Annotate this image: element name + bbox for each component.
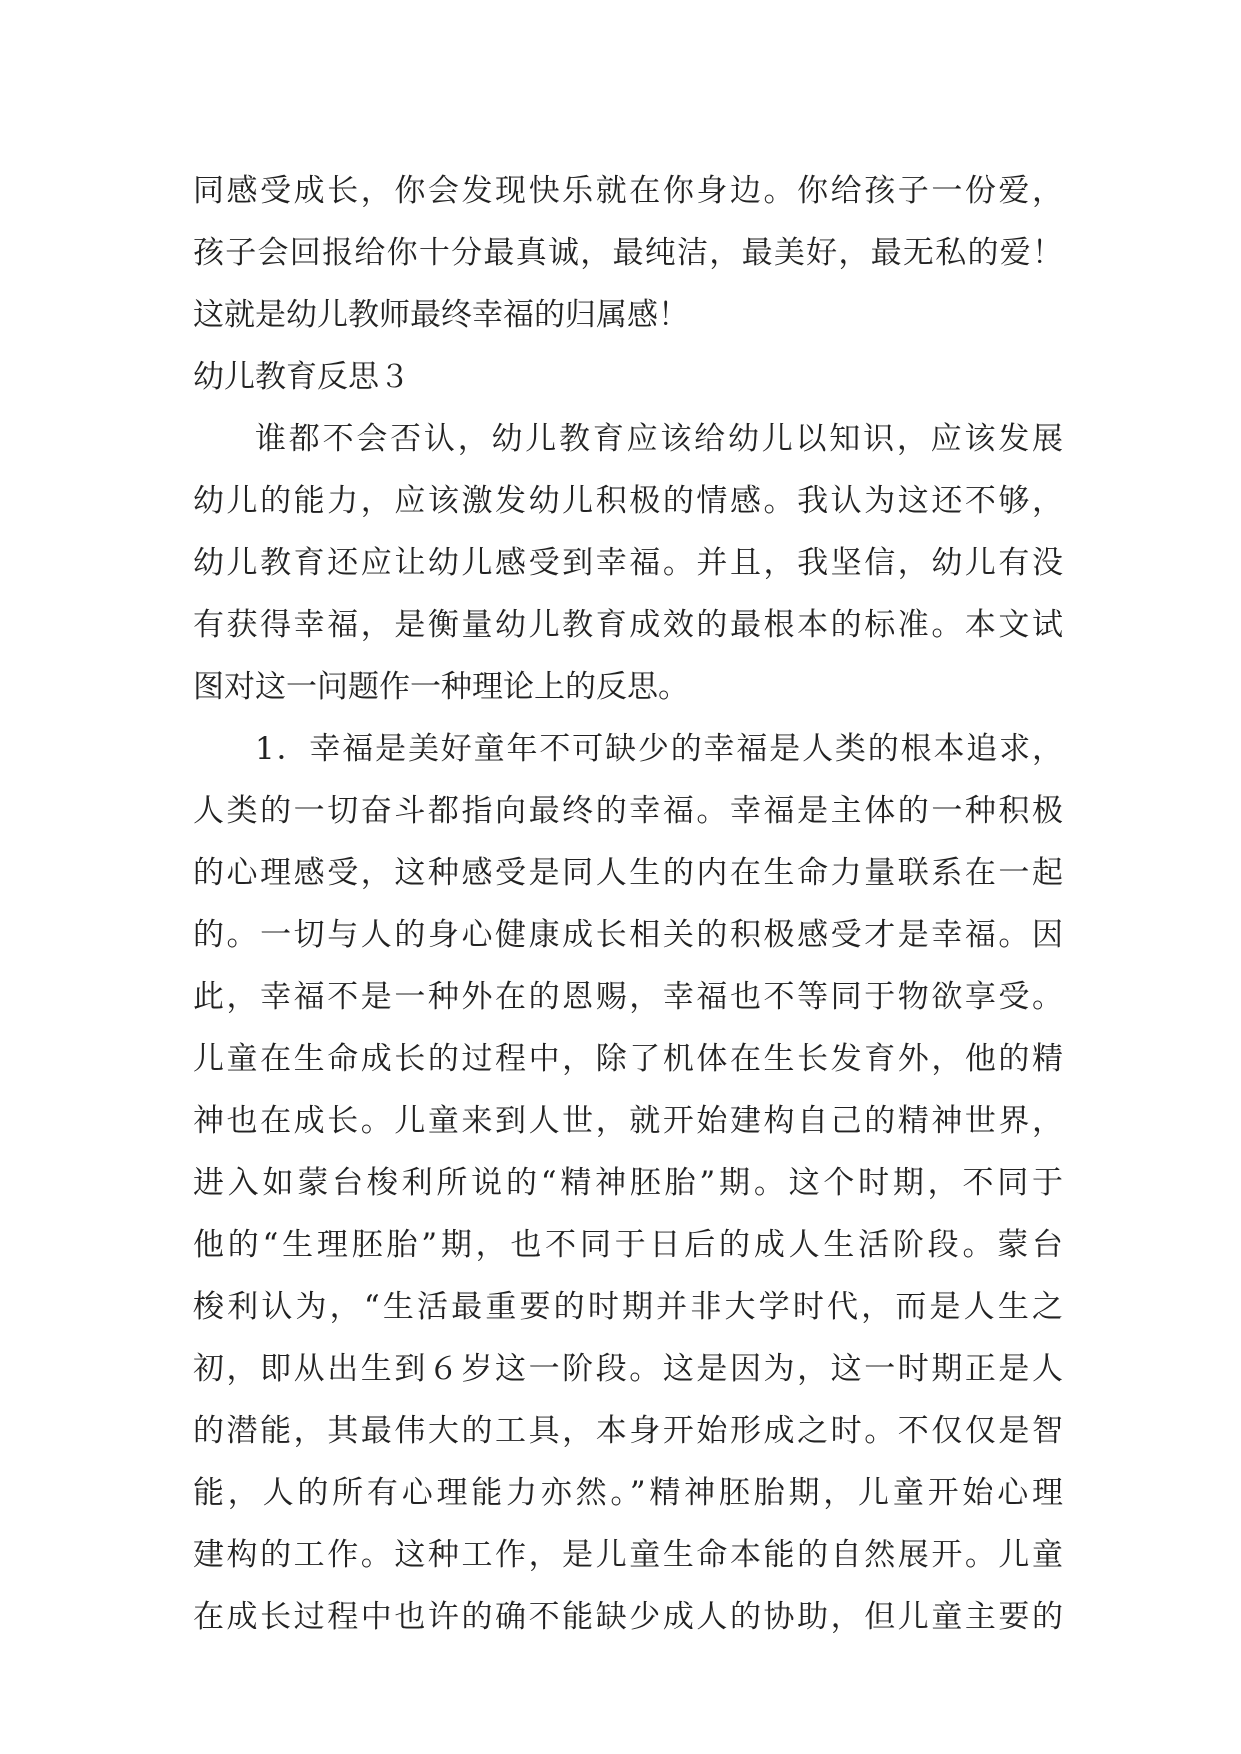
text-line: 1．幸福是美好童年不可缺少的幸福是人类的根本追求， bbox=[255, 731, 1063, 767]
paragraph-happiness bbox=[193, 718, 1063, 1648]
text-line: 有获得幸福，是衡量幼儿教育成效的最根本的标准。本文试 bbox=[193, 607, 1063, 643]
text-line: 的潜能，其最伟大的工具，本身开始形成之时。不仅仅是智 bbox=[193, 1413, 1063, 1449]
text-line: 此，幸福不是一种外在的恩赐，幸福也不等同于物欲享受。 bbox=[193, 979, 1063, 1015]
document-body bbox=[193, 160, 1063, 1648]
text-line: 梭利认为，“生活最重要的时期并非大学时代，而是人生之 bbox=[193, 1289, 1063, 1325]
text-line: 他的“生理胚胎”期，也不同于日后的成人生活阶段。蒙台 bbox=[193, 1227, 1063, 1263]
text-line: 幼儿教育还应让幼儿感受到幸福。并且，我坚信，幼儿有没 bbox=[193, 545, 1063, 581]
text-line: 孩子会回报给你十分最真诚，最纯洁，最美好，最无私的爱！ bbox=[193, 235, 1063, 271]
text-line: 幼儿的能力，应该激发幼儿积极的情感。我认为这还不够， bbox=[193, 483, 1063, 519]
text-line: 同感受成长，你会发现快乐就在你身边。你给孩子一份爱， bbox=[193, 173, 1063, 209]
text-line: 谁都不会否认，幼儿教育应该给幼儿以知识，应该发展 bbox=[255, 421, 1063, 457]
text-line: 在成长过程中也许的确不能缺少成人的协助，但儿童主要的 bbox=[193, 1599, 1063, 1635]
text-line: 儿童在生命成长的过程中，除了机体在生长发育外，他的精 bbox=[193, 1041, 1063, 1077]
text-line: 进入如蒙台梭利所说的“精神胚胎”期。这个时期，不同于 bbox=[193, 1165, 1063, 1201]
text-line: 这就是幼儿教师最终幸福的归属感！ bbox=[193, 297, 689, 333]
text-line: 人类的一切奋斗都指向最终的幸福。幸福是主体的一种积极 bbox=[193, 793, 1063, 829]
continuation-paragraph bbox=[193, 160, 1063, 346]
paragraph-intro bbox=[193, 408, 1063, 718]
text-line: 的心理感受，这种感受是同人生的内在生命力量联系在一起 bbox=[193, 855, 1063, 891]
text-line: 能，人的所有心理能力亦然。”精神胚胎期，儿童开始心理 bbox=[193, 1475, 1063, 1511]
text-line: 建构的工作。这种工作，是儿童生命本能的自然展开。儿童 bbox=[193, 1537, 1063, 1573]
text-line: 的。一切与人的身心健康成长相关的积极感受才是幸福。因 bbox=[193, 917, 1063, 953]
text-line: 图对这一问题作一种理论上的反思。 bbox=[193, 669, 689, 705]
text-line: 初，即从出生到６岁这一阶段。这是因为，这一时期正是人 bbox=[193, 1351, 1063, 1387]
text-line: 神也在成长。儿童来到人世，就开始建构自己的精神世界， bbox=[193, 1103, 1063, 1139]
section-heading: 幼儿教育反思３ bbox=[193, 359, 410, 395]
